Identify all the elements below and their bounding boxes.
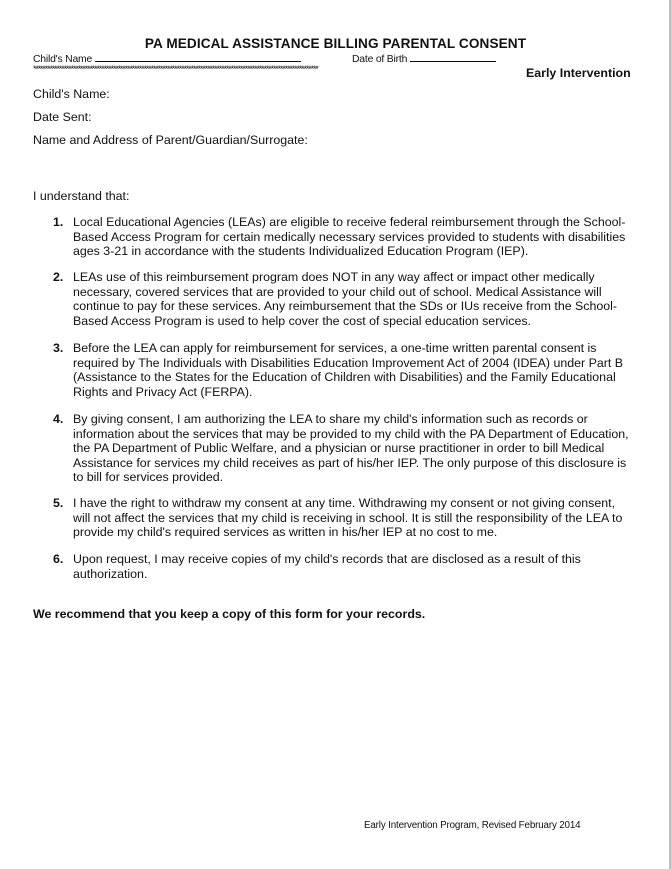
list-item-number: 1. bbox=[53, 215, 64, 229]
list-item-text: Before the LEA can apply for reimbursement for services, a one-time written parental consent is required by The Individuals with Disabilities Education Improvement Act of 2004 (IDEA) under Part B (Assistance to the States for the Education of Children with Disabilities) and the Family Educational Rights and Privacy Act (FERPA). bbox=[73, 341, 624, 399]
asterisk-separator: ************************************************************************************************************************* bbox=[33, 64, 318, 74]
intro-statement: I understand that: bbox=[33, 189, 130, 203]
list-item-text: By giving consent, I am authorizing the LEA to share my child's information such as records or information about the services that may be provided to my child with the PA Department of Education, the PA Department of Public Welfare, and a physician or nurse practitioner in order to bill Medical Assistance for services my child receives as part of his/her IEP. The only purpose of this disclosure is to bill for services provided. bbox=[73, 412, 629, 485]
child-name-header bbox=[33, 51, 301, 65]
revision-footer: Early Intervention Program, Revised February 2014 bbox=[364, 820, 581, 831]
list-item-text: LEAs use of this reimbursement program does NOT in any way affect or impact other medically necessary, covered services that are provided to your child out of school. Medical Assistance will continue to pay for these services. Any reimbursement that the SDs or IUs receive from the School-Based Access Program is used to help cover the cost of special education services. bbox=[73, 270, 618, 328]
date-of-birth-label: Date of Birth bbox=[352, 54, 408, 65]
separator-row bbox=[33, 64, 631, 80]
list-item-number: 6. bbox=[53, 552, 64, 566]
recommendation-note: We recommend that you keep a copy of this form for your records. bbox=[33, 607, 426, 621]
list-item-text: Local Educational Agencies (LEAs) are eligible to receive federal reimbursement through the School-Based Access Program for certain medically necessary services provided to students with disabilities ages 3-21 in accordance with the students Individualized Education Program (IEP). bbox=[73, 215, 626, 259]
early-intervention-tag: Early Intervention bbox=[526, 66, 631, 80]
list-item-text: I have the right to withdraw my consent at any time. Withdrawing my consent or not giving consent, will not affect the services that my child is receiving in school. It is still the responsibility of the LEA to provide my child's required services as written in his/her IEP at no cost to me. bbox=[73, 496, 623, 540]
child-name-field: Child's Name: bbox=[33, 87, 110, 101]
list-item-number: 2. bbox=[53, 270, 64, 284]
date-sent-field: Date Sent: bbox=[33, 110, 92, 124]
child-name-label: Child's Name bbox=[33, 54, 93, 65]
list-item-number: 5. bbox=[53, 496, 64, 510]
date-of-birth-blank[interactable] bbox=[410, 51, 496, 62]
list-item-number: 4. bbox=[53, 412, 64, 426]
list-item-number: 3. bbox=[53, 341, 64, 355]
document-title: PA MEDICAL ASSISTANCE BILLING PARENTAL CONSENT bbox=[144, 36, 527, 51]
list-item-text: Upon request, I may receive copies of my child's records that are disclosed as a result of this authorization. bbox=[73, 552, 581, 581]
parent-address-field: Name and Address of Parent/Guardian/Surrogate: bbox=[33, 133, 308, 147]
child-name-blank[interactable] bbox=[95, 51, 301, 62]
date-of-birth-header bbox=[352, 51, 496, 65]
